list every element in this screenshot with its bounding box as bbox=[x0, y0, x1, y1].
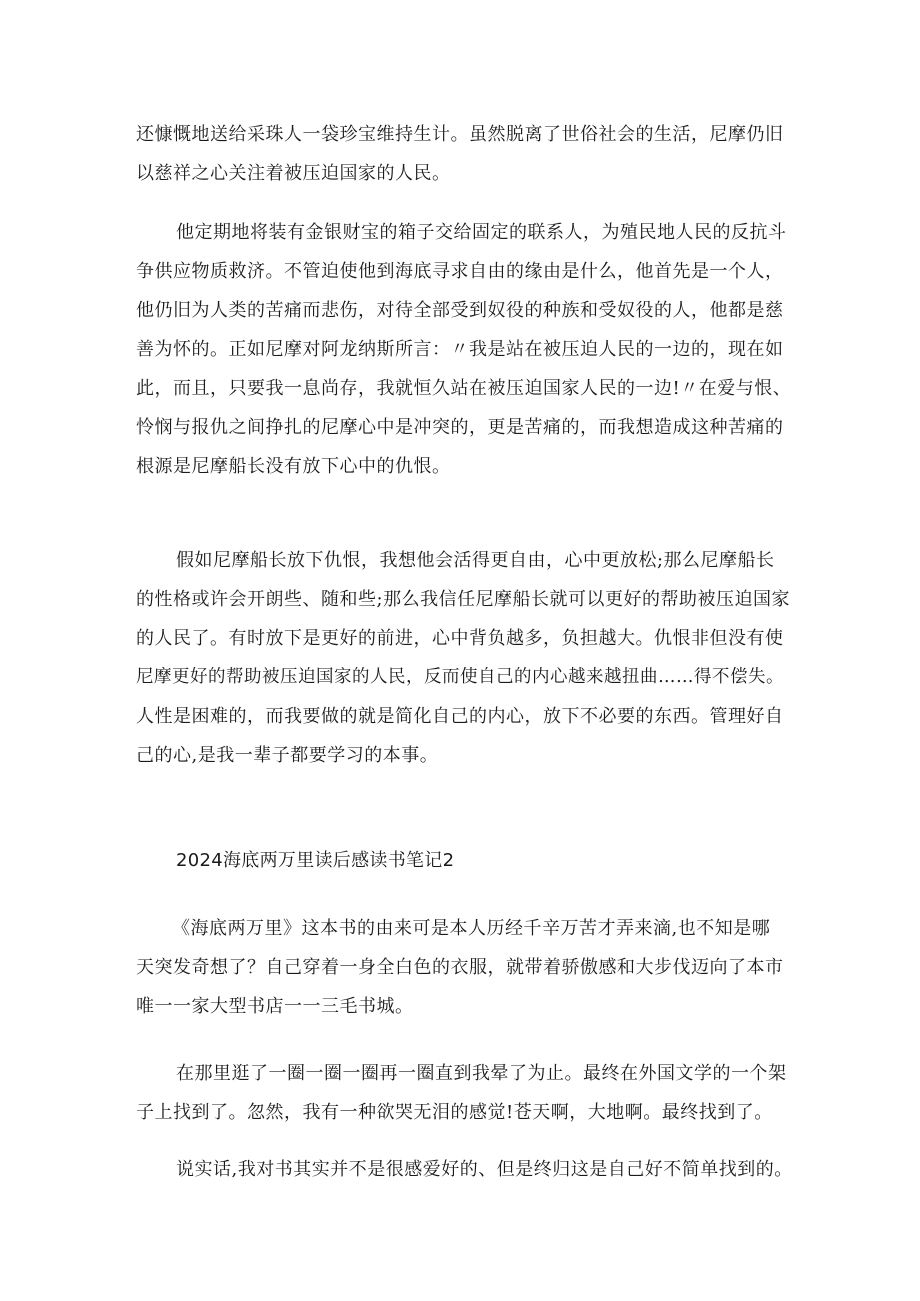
paragraph-line: 《海底两万里》这本书的由来可是本人历经千辛万苦才弄来滴,也不知是哪 bbox=[172, 918, 771, 939]
paragraph-line: 根源是尼摩船长没有放下心中的仇恨。 bbox=[136, 456, 451, 477]
paragraph-line: 怜悯与报仇之间挣扎的尼摩心中是冲突的，更是苦痛的，而我想造成这种苦痛的 bbox=[136, 417, 784, 438]
paragraph-line: 争供应物质救济。不管迫使他到海底寻求自由的缘由是什么，他首先是一个人， bbox=[136, 261, 784, 282]
paragraph-line: 的人民了。有时放下是更好的前进，心中背负越多，负担越大。仇恨非但没有使 bbox=[136, 628, 784, 649]
paragraph-3 bbox=[136, 541, 796, 775]
paragraph-line: 人性是困难的，而我要做的就是简化自己的内心，放下不必要的东西。管理好自 bbox=[136, 706, 784, 727]
paragraph-line: 他定期地将装有金银财宝的箱子交给固定的联系人，为殖民地人民的反抗斗 bbox=[176, 222, 787, 243]
paragraph-line: 天突发奇想了？自己穿着一身全白色的衣服，就带着骄傲感和大步伐迈向了本市 bbox=[136, 957, 784, 978]
paragraph-line: 在那里逛了一圈一圈一圈再一圈直到我晕了为止。最终在外国文学的一个架 bbox=[176, 1063, 787, 1084]
paragraph-line: 此，而且，只要我一息尚存，我就恒久站在被压迫国家人民的一边!〃在爱与恨、 bbox=[136, 378, 792, 399]
paragraph-line: 子上找到了。忽然，我有一种欲哭无泪的感觉!苍天啊，大地啊。最终找到了。 bbox=[136, 1102, 773, 1123]
paragraph-line: 他仍旧为人类的苦痛而悲伤，对待全部受到奴役的种族和受奴役的人，他都是慈 bbox=[136, 300, 784, 321]
paragraph-2 bbox=[136, 213, 796, 486]
paragraph-line: 还慷慨地送给采珠人一袋珍宝维持生计。虽然脱离了世俗社会的生活，尼摩仍旧 bbox=[136, 124, 784, 145]
paragraph-line: 以慈祥之心关注着被压迫国家的人民。 bbox=[136, 163, 451, 184]
paragraph-line: 的性格或许会开朗些、随和些;那么我信任尼摩船长就可以更好的帮助被压迫国家 bbox=[136, 589, 791, 610]
paragraph-line: 说实话,我对书其实并不是很感爱好的、但是终归这是自己好不简单找到的。 bbox=[176, 1159, 793, 1180]
paragraph-line: 善为怀的。正如尼摩对阿龙纳斯所言：〃我是站在被压迫人民的一边的，现在如 bbox=[136, 339, 784, 360]
paragraph-line: 唯一一家大型书店一一三毛书城。 bbox=[136, 996, 414, 1017]
paragraph-1 bbox=[136, 115, 796, 193]
paragraph-4 bbox=[136, 909, 796, 1026]
paragraph-line: 尼摩更好的帮助被压迫国家的人民，反而使自己的内心越来越扭曲……得不偿失。 bbox=[136, 667, 784, 687]
paragraph-line: 己的心,是我一辈子都要学习的本事。 bbox=[136, 745, 439, 766]
paragraph-5 bbox=[136, 1054, 796, 1132]
section-heading: 2024海底两万里读后感读书笔记2 bbox=[176, 850, 455, 871]
paragraph-6 bbox=[136, 1150, 796, 1189]
paragraph-line: 假如尼摩船长放下仇恨，我想他会活得更自由，心中更放松;那么尼摩船长 bbox=[176, 550, 775, 571]
